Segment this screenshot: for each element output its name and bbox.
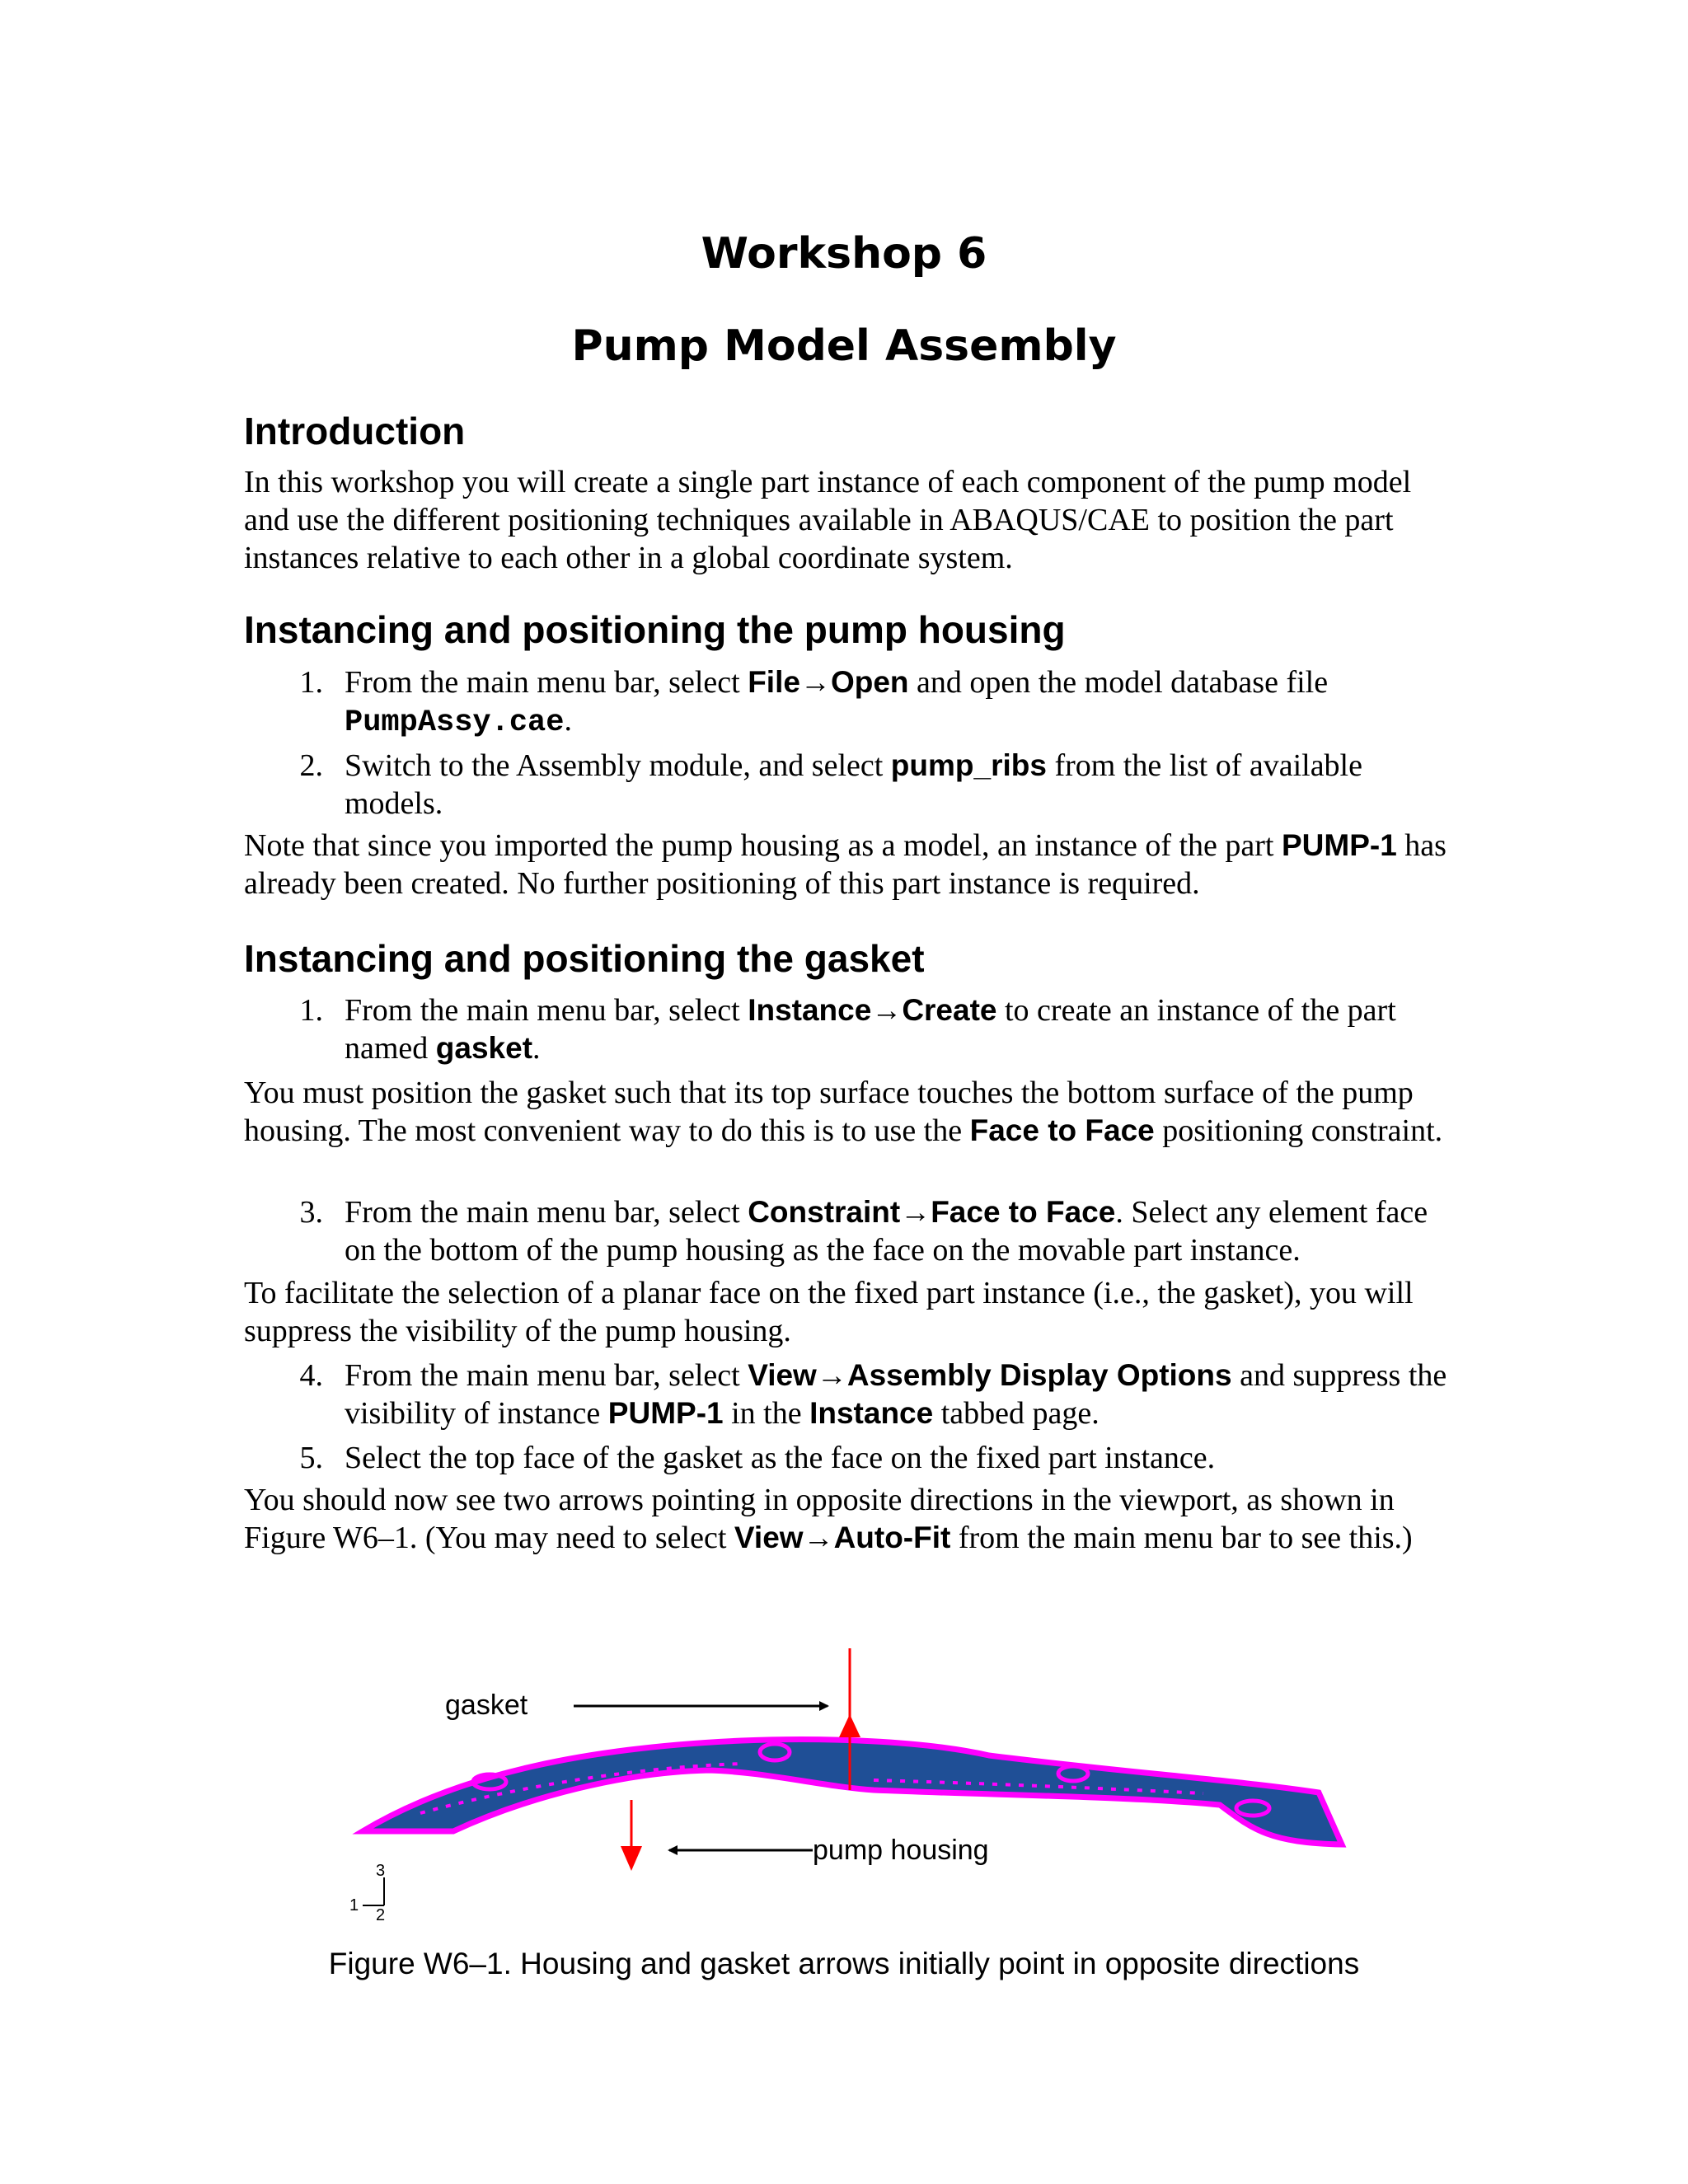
part-name: gasket xyxy=(435,1031,533,1065)
step-text: in the xyxy=(723,1396,810,1431)
assembly-viewport xyxy=(0,1648,1688,1945)
menu-instance: Instance xyxy=(748,993,872,1027)
gasket-arrowhead-icon xyxy=(839,1714,860,1737)
housing-heading: Instancing and positioning the pump housing xyxy=(244,608,1066,651)
gasket-step-5 xyxy=(244,1439,1456,1477)
step-text: Switch to the Assembly module, and select xyxy=(345,748,891,783)
figure-caption: Figure W6–1. Housing and gasket arrows initially point in opposite directions xyxy=(328,1947,1360,1980)
step-text: . Select any element face on the bottom of the pump housing as the face on the movable part instance. xyxy=(345,1195,1428,1268)
step-number: 5. xyxy=(299,1441,323,1475)
tab-name: Instance xyxy=(809,1396,934,1430)
menu-arrow-icon: → xyxy=(900,1195,931,1229)
step-number: 2. xyxy=(299,748,323,783)
paragraph-text: You should now see two arrows pointing in opposite directions in the viewport, as shown in Figure W6–1. (You may need to select xyxy=(244,1483,1395,1555)
step-text: . xyxy=(564,703,572,738)
triad-z-label: 3 xyxy=(376,1862,386,1880)
model-name: pump_ribs xyxy=(890,748,1047,782)
coordinate-triad xyxy=(349,1862,385,1924)
part-name: PUMP-1 xyxy=(607,1396,724,1430)
housing-note xyxy=(244,827,1456,902)
menu-auto-fit: Auto-Fit xyxy=(833,1521,951,1554)
paragraph-text: You must position the gasket such that its top surface touches the bottom surface of the pump housing. The most convenient way to do this is to use the xyxy=(244,1076,1414,1148)
triad-x-label: 1 xyxy=(349,1896,359,1915)
step-text: . xyxy=(532,1031,541,1066)
gasket-paragraph-3 xyxy=(244,1481,1456,1557)
note-text: Note that since you imported the pump housing as a model, an instance of the part xyxy=(244,828,1282,863)
step-text: Select the top face of the gasket as the face on the fixed part instance. xyxy=(345,1441,1216,1475)
step-text: and open the model database file xyxy=(908,665,1329,700)
gasket-paragraph-1 xyxy=(244,1074,1456,1150)
note-text: has already been created. No further positioning of this part instance is required. xyxy=(244,828,1447,901)
menu-face-to-face: Face to Face xyxy=(931,1195,1116,1229)
menu-file: File xyxy=(748,665,800,699)
paragraph-text: positioning constraint. xyxy=(1154,1113,1443,1148)
page-title: Pump Model Assembly xyxy=(571,321,1117,371)
part-name: PUMP-1 xyxy=(1281,828,1397,862)
step-number: 4. xyxy=(299,1358,323,1393)
step-text: From the main menu bar, select xyxy=(345,1195,748,1230)
menu-create: Create xyxy=(902,993,997,1027)
step-text: and suppress the visibility of instance xyxy=(345,1358,1447,1431)
housing-step-1 xyxy=(244,663,1456,742)
housing-step-2 xyxy=(244,747,1456,823)
step-text: From the main menu bar, select xyxy=(345,665,748,700)
gasket-step-1 xyxy=(244,991,1456,1067)
step-number: 1. xyxy=(299,665,323,700)
menu-arrow-icon: → xyxy=(799,665,831,699)
constraint-term: Face to Face xyxy=(969,1113,1155,1147)
menu-arrow-icon: → xyxy=(871,993,903,1027)
menu-view: View xyxy=(748,1358,817,1392)
housing-label: pump housing xyxy=(813,1835,989,1866)
gasket-step-3 xyxy=(244,1193,1456,1269)
housing-arrowhead-icon xyxy=(621,1846,642,1871)
menu-assembly-display-options: Assembly Display Options xyxy=(846,1358,1232,1392)
gasket-paragraph-2: To facilitate the selection of a planar face on the fixed part instance (i.e., the gasket), you will suppress the visibility of the pump housing. xyxy=(244,1276,1414,1348)
step-text: From the main menu bar, select xyxy=(345,1358,748,1393)
file-name: PumpAssy.cae xyxy=(345,705,565,740)
gasket-heading: Instancing and positioning the gasket xyxy=(244,937,925,980)
triad-y-label: 2 xyxy=(376,1906,386,1924)
intro-heading: Introduction xyxy=(244,410,466,452)
gasket-step-4 xyxy=(244,1357,1456,1432)
gasket-label: gasket xyxy=(445,1690,528,1721)
intro-paragraph: In this workshop you will create a single part instance of each component of the pump model and use the different positioning techniques available in ABAQUS/CAE to position the part instances relative to each other in a global coordinate system. xyxy=(244,465,1412,575)
step-number: 1. xyxy=(299,993,323,1028)
figure-w6-1 xyxy=(0,1648,1688,1945)
paragraph-text: from the main menu bar to see this.) xyxy=(950,1521,1413,1555)
menu-arrow-icon: → xyxy=(803,1521,834,1554)
menu-constraint: Constraint xyxy=(748,1195,901,1229)
menu-view: View xyxy=(734,1521,804,1554)
step-text: From the main menu bar, select xyxy=(345,993,748,1028)
step-number: 3. xyxy=(299,1195,323,1230)
step-text: tabbed page. xyxy=(933,1396,1100,1431)
workshop-title: Workshop 6 xyxy=(701,229,987,279)
step-text: to create an instance of the part named xyxy=(345,993,1396,1066)
menu-arrow-icon: → xyxy=(816,1358,847,1392)
menu-open: Open xyxy=(830,665,909,699)
step-text: from the list of available models. xyxy=(345,748,1362,821)
